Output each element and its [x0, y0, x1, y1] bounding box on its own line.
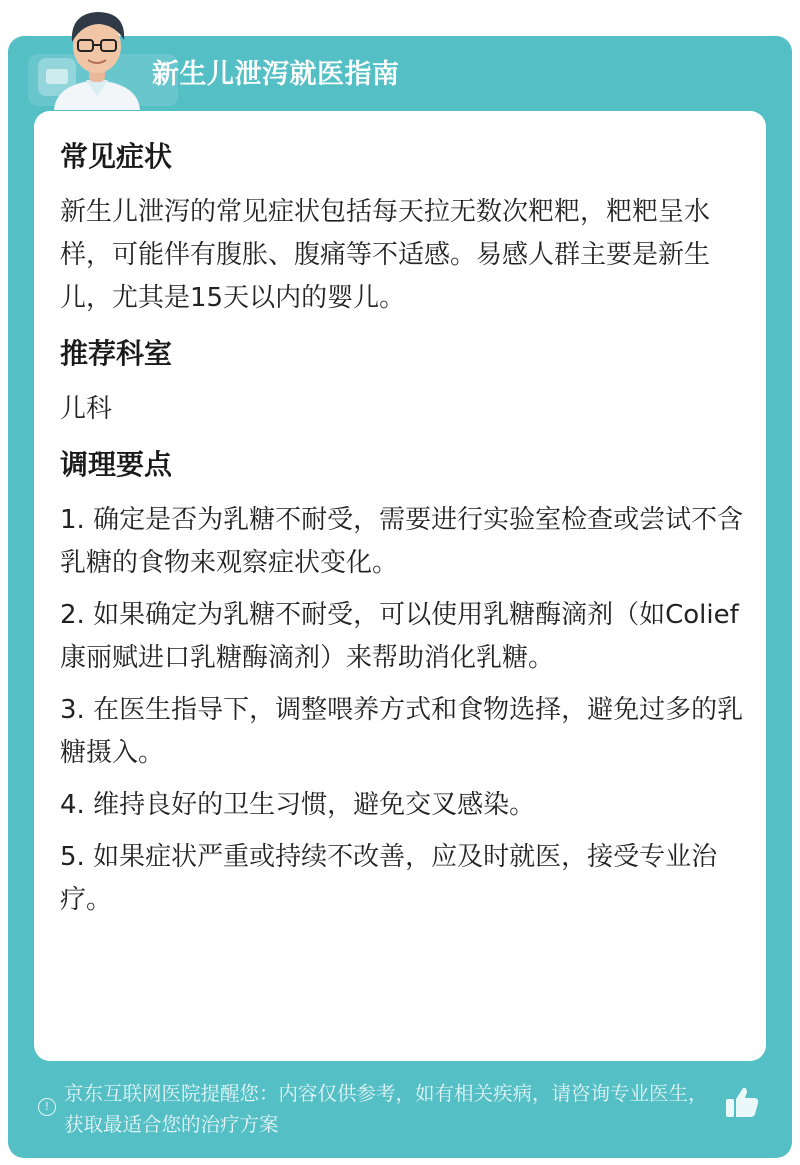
care-item: 4. 维持良好的卫生习惯，避免交叉感染。 [60, 790, 536, 820]
doctor-avatar [42, 0, 152, 110]
disclaimer-text: 京东互联网医院提醒您：内容仅供参考，如有相关疾病，请咨询专业医生，获取最适合您的治疗方案 [64, 1082, 708, 1136]
department-heading: 推荐科室 [60, 337, 173, 370]
care-item: 2. 如果确定为乳糖不耐受，可以使用乳糖酶滴剂（如Colief康丽赋进口乳糖酶滴剂）来帮助消化乳糖。 [60, 600, 739, 673]
care-heading: 调理要点 [60, 448, 173, 481]
footer-disclaimer [0, 1070, 800, 1165]
care-item: 1. 确定是否为乳糖不耐受，需要进行实验室检查或尝试不含乳糖的食物来观察症状变化。 [60, 505, 744, 578]
department-text: 儿科 [60, 394, 113, 424]
content-card [34, 111, 766, 1061]
care-item: 3. 在医生指导下，调整喂养方式和食物选择，避免过多的乳糖摄入。 [60, 695, 744, 768]
symptoms-heading: 常见症状 [60, 140, 173, 173]
thumbs-up-icon[interactable] [722, 1084, 762, 1120]
page-title: 新生儿泄泻就医指南 [152, 59, 400, 90]
symptoms-text: 新生儿泄泻的常见症状包括每天拉无数次粑粑，粑粑呈水样，可能伴有腹胀、腹痛等不适感。易感人群主要是新生儿，尤其是15天以内的婴儿。 [60, 197, 711, 313]
info-icon: ! [38, 1098, 56, 1116]
care-item: 5. 如果症状严重或持续不改善，应及时就医，接受专业治疗。 [60, 842, 718, 915]
